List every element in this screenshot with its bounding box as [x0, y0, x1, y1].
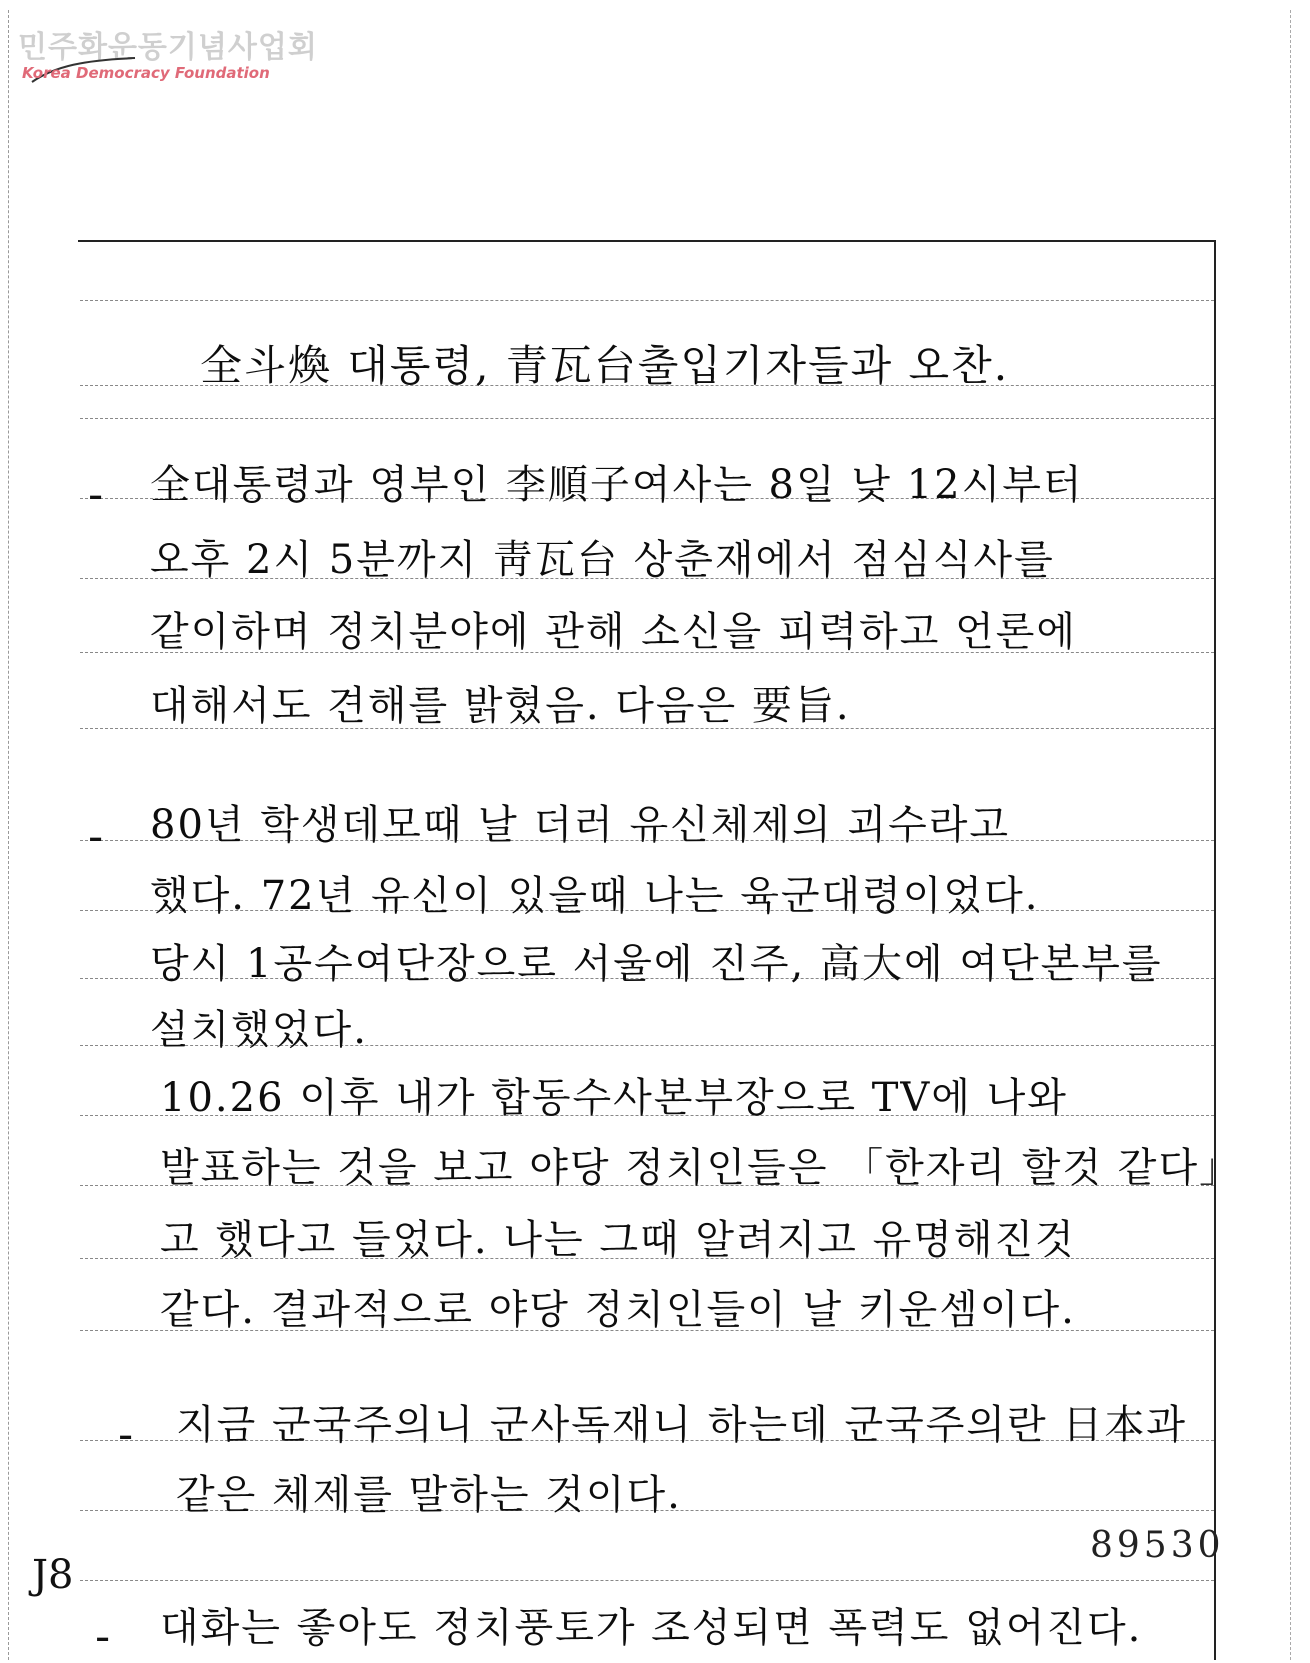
bullet-dash: - — [88, 470, 104, 519]
bullet-dash: - — [95, 1612, 111, 1661]
sheet-right-border — [1214, 240, 1216, 1660]
sheet-top-border — [78, 240, 1216, 242]
text-line: 10.26 이후 내가 합동수사본부장으로 TV에 나와 — [160, 1075, 1068, 1121]
page-edge-right — [1290, 10, 1291, 1660]
text-line: 같이하며 정치분야에 관해 소신을 피력하고 언론에 — [150, 609, 1078, 655]
text-line: 全대통령과 영부인 李順子여사는 8일 낮 12시부터 — [150, 462, 1084, 508]
document-title: 全斗煥 대통령, 青瓦台출입기자들과 오찬. — [200, 341, 1010, 390]
text-line: 오후 2시 5분까지 靑瓦台 상춘재에서 점심식사를 — [150, 537, 1055, 583]
text-line: 대해서도 견해를 밝혔음. 다음은 要旨. — [150, 683, 851, 729]
watermark-korean: 민주화운동기념사업회 — [18, 30, 318, 65]
text-line: 같다. 결과적으로 야당 정치인들이 날 키운셈이다. — [160, 1287, 1076, 1333]
text-line: 발표하는 것을 보고 야당 정치인들은 「한자리 할것 같다」 — [160, 1145, 1242, 1191]
page-edge-left — [8, 10, 9, 1660]
text-line: 지금 군국주의니 군사독재니 하는데 군국주의란 日本과 — [176, 1402, 1188, 1448]
text-line: 고 했다고 들었다. 나는 그때 알려지고 유명해진것 — [160, 1217, 1076, 1263]
text-line: 대화는 좋아도 정치풍토가 조성되면 폭력도 없어진다. — [160, 1605, 1143, 1651]
ruled-line — [80, 1580, 1214, 1581]
ruled-line — [80, 300, 1214, 301]
bullet-dash: - — [88, 812, 104, 861]
bullet-dash: - — [118, 1410, 134, 1459]
text-line: 당시 1공수여단장으로 서울에 진주, 高大에 여단본부를 — [150, 941, 1163, 987]
text-line: 했다. 72년 유신이 있을때 나는 육군대령이었다. — [150, 873, 1040, 919]
ruled-line — [80, 418, 1214, 419]
text-line: 같은 체제를 말하는 것이다. — [176, 1472, 682, 1518]
margin-mark: J8 — [32, 1552, 74, 1598]
page-number: 89530 — [1090, 1525, 1225, 1566]
text-line: 설치했었다. — [150, 1007, 368, 1053]
text-line: 80년 학생데모때 날 더러 유신체제의 괴수라고 — [150, 802, 1010, 848]
watermark-english: Korea Democracy Foundation — [22, 64, 270, 82]
